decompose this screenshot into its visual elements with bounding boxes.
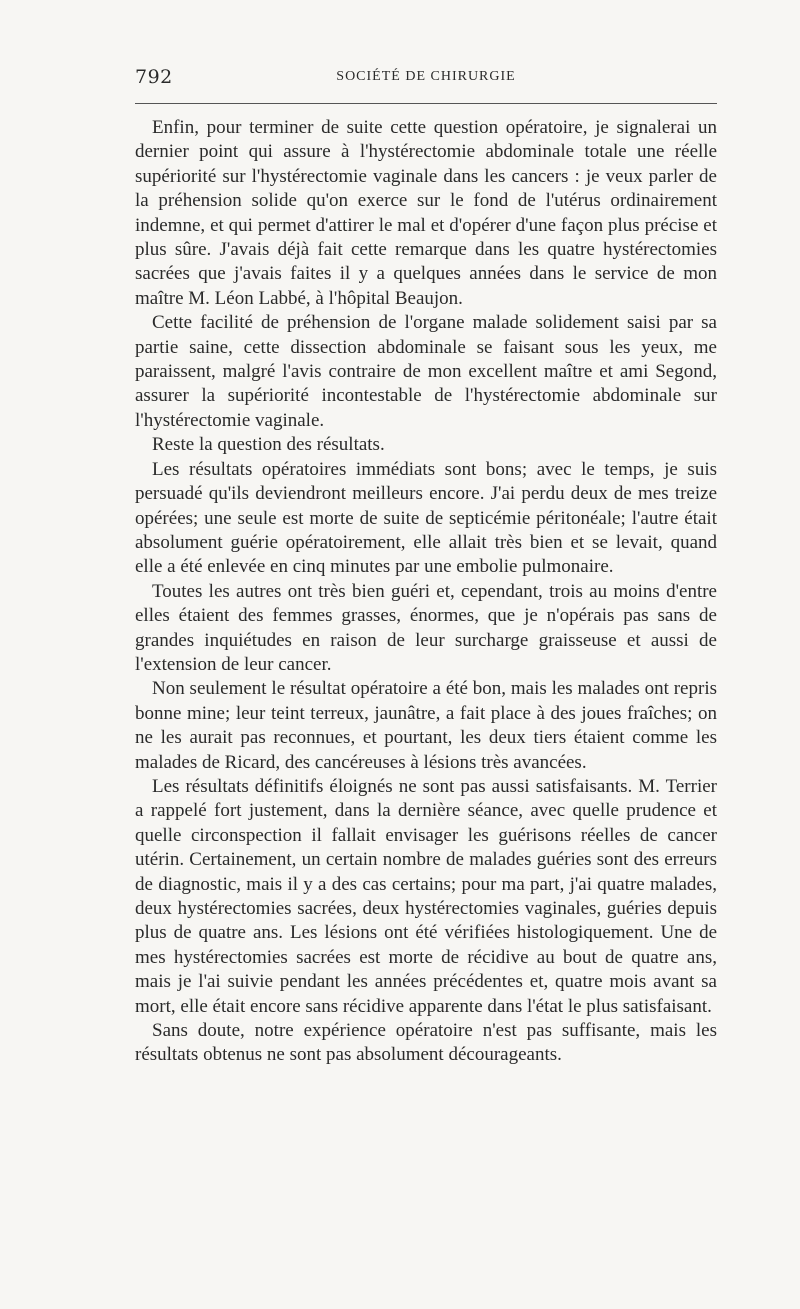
paragraph: Non seulement le résultat opératoire a été bon, mais les malades ont repris bonne mine; leur teint terreux, jaunâtre, a fait place à des joues fraîches; on ne les aurait pas reconnues, et pourtant, les deux tiers étaient comme les malades de Ricard, des cancéreuses à lésions très avancées.: [135, 678, 717, 773]
paragraph: Les résultats définitifs éloignés ne sont pas aussi satisfaisants. M. Terrier a rappelé fort justement, dans la dernière séance, avec quelle prudence et quelle circonspection il fallait envisager les guérisons réelles de cancer utérin. Certainement, un certain nombre de malades guéries sont des erreurs de diagnostic, mais il y a des cas certains; pour ma part, j'ai quatre malades, deux hystérectomies sacrées, deux hystérectomies vaginales, guéries depuis plus de quatre ans. Les lésions ont été vérifiées histologiquement. Une de mes hystérectomies sacrées est morte de récidive au bout de quatre ans, mais je l'ai suivie pendant les années précédentes et, quatre mois avant sa mort, elle était encore sans récidive apparente dans l'état le plus satisfaisant.: [135, 775, 717, 1017]
paragraph: Cette facilité de préhension de l'organe malade solidement saisi par sa partie saine, cette dissection abdominale se faisant sous les yeux, me paraissent, malgré l'avis contraire de mon excellent maître et ami Segond, assurer la supériorité incontestable de l'hystérectomie abdominale sur l'hystérectomie vaginale.: [135, 312, 717, 431]
running-head: [135, 66, 717, 92]
paragraph: Sans doute, notre expérience opératoire n'est pas suffisante, mais les résultats obtenus ne sont pas absolument décourageants.: [135, 1020, 717, 1066]
paragraph: Toutes les autres ont très bien guéri et, cependant, trois au moins d'entre elles étaient des femmes grasses, énormes, que je n'opérais pas sans de grandes inquiétudes en raison de leur surcharge graisseuse et aussi de l'extension de leur cancer.: [135, 580, 717, 675]
body-text: [135, 116, 717, 1068]
paragraph: Reste la question des résultats.: [152, 434, 385, 456]
paragraph: Les résultats opératoires immédiats sont bons; avec le temps, je suis persuadé qu'ils deviendront meilleurs encore. J'ai perdu deux de mes treize opérées; une seule est morte de suite de septicémie péritonéale; l'autre était absolument guérie opératoirement, elle allait très bien et se levait, quand elle a été enlevée en cinq minutes par une embolie pulmonaire.: [135, 458, 717, 578]
paragraph: Enfin, pour terminer de suite cette question opératoire, je signalerai un dernier point qui assure à l'hystérectomie abdominale totale une réelle supériorité sur l'hystérectomie vaginale dans les cancers : je veux parler de la préhension solide qu'on exerce sur le fond de l'utérus ordinairement indemne, et qui permet d'attirer le mal et d'opérer d'une façon plus précise et plus sûre. J'avais déjà fait cette remarque dans les quatre hystérectomies sacrées que j'avais faites il y a quelques années dans le service de mon maître M. Léon Labbé, à l'hôpital Beaujon.: [135, 117, 717, 309]
running-title: SOCIÉTÉ DE CHIRURGIE: [336, 69, 516, 84]
header-rule: [135, 103, 717, 104]
page-number: 792: [135, 66, 173, 88]
